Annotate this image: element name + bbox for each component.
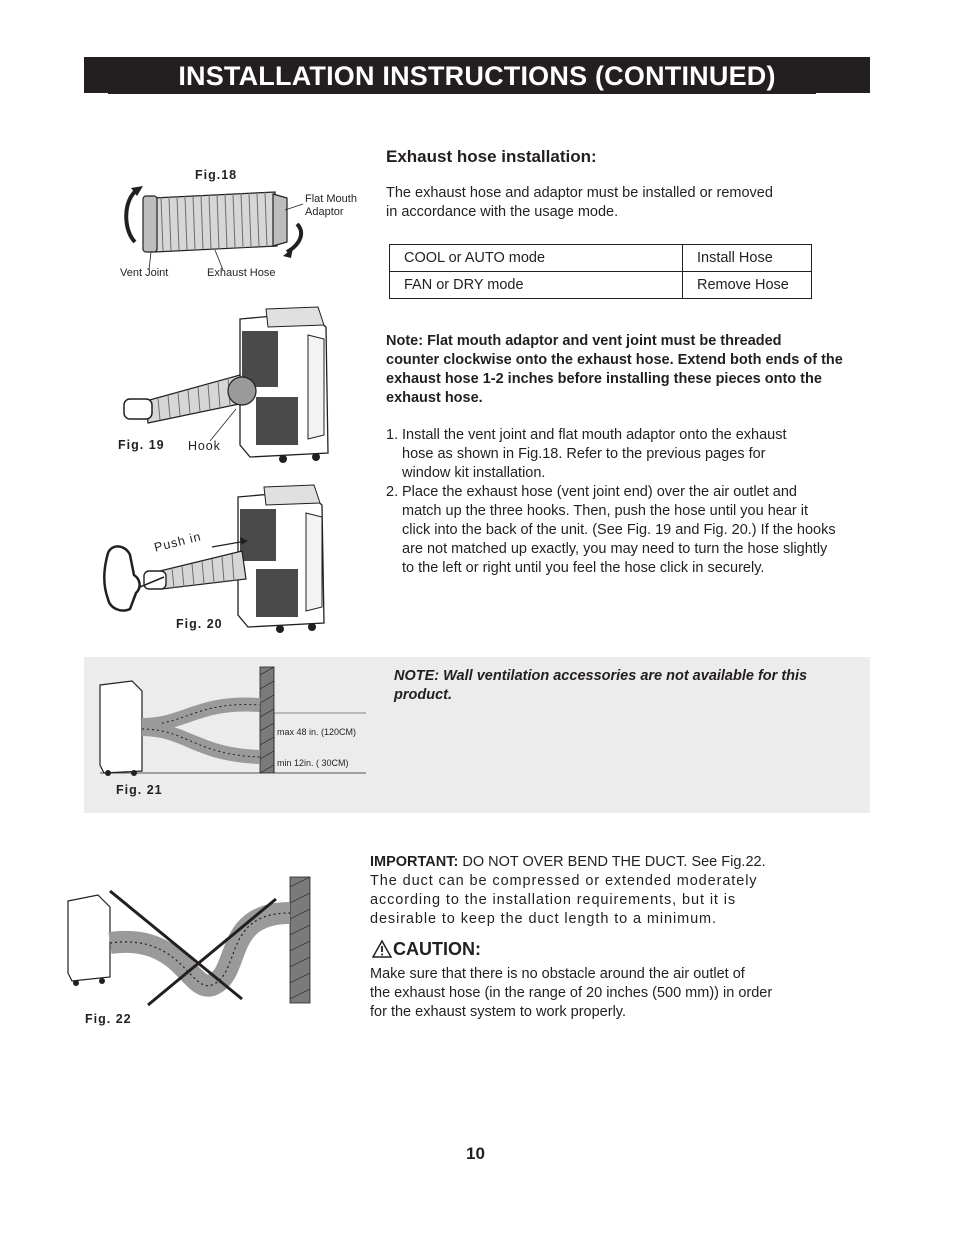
section-heading: Exhaust hose installation: xyxy=(386,147,597,166)
min-height-label: min 12in. ( 30CM) xyxy=(277,758,349,768)
step-line: click into the back of the unit. (See Fig. 19 and Fig. 20.) If the hooks xyxy=(402,522,836,538)
note-line: exhaust hose 1-2 inches before installing these pieces onto the xyxy=(386,371,822,387)
table-cell: Remove Hose xyxy=(683,272,812,299)
step-line: window kit installation. xyxy=(402,465,546,481)
flat-mouth-adaptor-label xyxy=(305,193,357,219)
step-line: hose as shown in Fig.18. Refer to the previous pages for xyxy=(402,446,766,462)
list-item xyxy=(386,426,876,483)
table-cell: Install Hose xyxy=(683,245,812,272)
step-line: Place the exhaust hose (vent joint end) over the air outlet and xyxy=(402,484,797,500)
fig22-overbend-illustration xyxy=(62,873,317,1008)
important-line xyxy=(370,853,766,872)
page-number: 10 xyxy=(466,1144,485,1163)
important-line: desirable to keep the duct length to a minimum. xyxy=(370,911,717,927)
intro-text xyxy=(386,184,773,222)
table-row xyxy=(390,272,812,299)
important-line: The duct can be compressed or extended moderately xyxy=(370,873,758,889)
step-line: Install the vent joint and flat mouth adaptor onto the exhaust xyxy=(402,427,787,443)
wall-ventilation-note xyxy=(394,667,807,705)
caution-line: the exhaust hose (in the range of 20 inches (500 mm)) in order xyxy=(370,985,773,1001)
list-item xyxy=(386,483,876,578)
table-cell: FAN or DRY mode xyxy=(390,272,683,299)
push-in-label: Push in xyxy=(152,529,203,555)
note-line: counter clockwise onto the exhaust hose. Extend both ends of the xyxy=(386,352,843,368)
important-line: according to the installation requirements, but it is xyxy=(370,892,737,908)
exhaust-hose-label: Exhaust Hose xyxy=(207,267,276,279)
note-line: Note: Flat mouth adaptor and vent joint must be threaded xyxy=(386,333,782,349)
caution-title: CAUTION: xyxy=(393,939,481,959)
note-line: product. xyxy=(394,687,452,703)
fig22-label: Fig. 22 xyxy=(85,1012,132,1026)
steps-list xyxy=(386,426,876,578)
note-text xyxy=(386,332,843,408)
intro-line: in accordance with the usage mode. xyxy=(386,204,619,220)
fig19-label: Fig. 19 xyxy=(118,438,165,452)
step-number: 1. xyxy=(386,427,399,443)
note-line: exhaust hose. xyxy=(386,390,483,406)
caution-line: Make sure that there is no obstacle around the air outlet of xyxy=(370,966,745,982)
caution-text xyxy=(370,965,772,1022)
important-label: IMPORTANT: xyxy=(370,854,459,870)
step-number: 2. xyxy=(386,484,399,500)
step-line: are not matched up exactly, you may need to turn the hose slightly xyxy=(402,541,828,557)
fig20-label: Fig. 20 xyxy=(176,617,223,631)
hook-label: Hook xyxy=(188,439,221,453)
important-text xyxy=(370,853,766,929)
mode-table xyxy=(389,244,812,299)
warning-triangle-icon xyxy=(372,940,392,958)
table-row xyxy=(390,245,812,272)
step-line: match up the three hooks. Then, push the hose until you hear it xyxy=(402,503,808,519)
table-cell: COOL or AUTO mode xyxy=(390,245,683,272)
label-line: Adaptor xyxy=(305,206,344,218)
fig18-label: Fig.18 xyxy=(195,168,238,182)
page-title: INSTALLATION INSTRUCTIONS (CONTINUED) xyxy=(178,61,776,91)
fig20-unit-illustration xyxy=(100,483,335,633)
vent-joint-label: Vent Joint xyxy=(120,267,169,279)
important-statement: DO NOT OVER BEND THE DUCT. See Fig.22. xyxy=(458,854,766,870)
fig21-label: Fig. 21 xyxy=(116,783,163,797)
step-line: to the left or right until you feel the hose click in securely. xyxy=(402,560,765,576)
caution-line: for the exhaust system to work properly. xyxy=(370,1004,627,1020)
header-underline xyxy=(108,93,816,94)
max-height-label: max 48 in. (120CM) xyxy=(277,727,357,737)
label-line: Flat Mouth xyxy=(305,193,357,205)
note-line: NOTE: Wall ventilation accessories are not available for this xyxy=(394,668,808,684)
fig18-hose-illustration xyxy=(115,180,315,270)
intro-line: The exhaust hose and adaptor must be installed or removed xyxy=(386,185,773,201)
